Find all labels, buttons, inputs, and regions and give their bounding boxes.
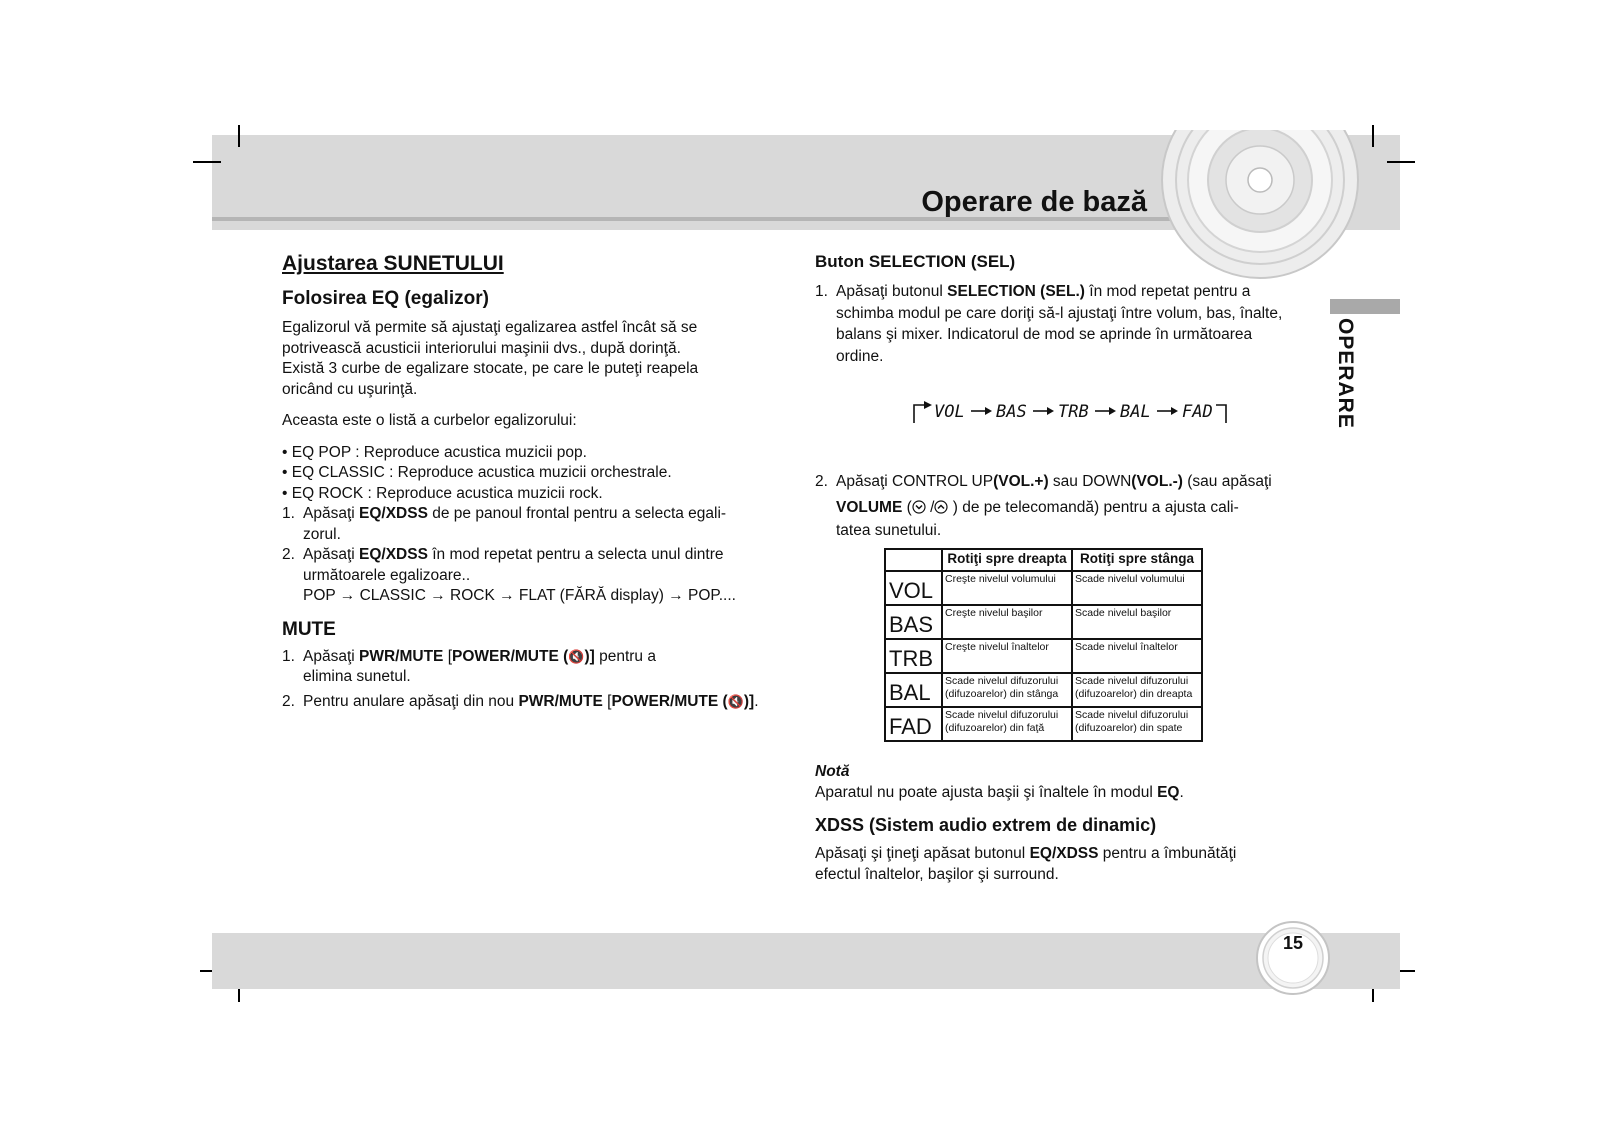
text-line: Există 3 curbe de egalizare stocate, pe care le puteţi reapela: [282, 360, 699, 377]
step-number: 2.: [282, 692, 295, 710]
mode-label: BAL: [1120, 402, 1151, 422]
sel-step-2: [815, 469, 1355, 541]
text-run: Apăsaţi şi ţineţi apăsat butonul: [815, 845, 1030, 862]
row-label: BAS: [885, 605, 942, 639]
button-name: EQ/XDSS: [359, 505, 428, 522]
step-number: 1.: [815, 283, 828, 300]
text-run: /: [925, 499, 935, 516]
text-run: ): [948, 499, 958, 516]
text-run: Aparatul nu poate ajusta başii şi înaltele în modul: [815, 783, 1158, 801]
text-line: ordine.: [836, 347, 884, 365]
side-tab: [1330, 299, 1400, 314]
table-cell: Creşte nivelul înaltelor: [942, 639, 1072, 673]
text-run: [: [602, 692, 612, 710]
mute-step-1: [282, 647, 802, 688]
text-run: Apăsaţi butonul: [836, 283, 948, 300]
mode-sequence-diagram: [910, 397, 1230, 425]
text-line: balans şi mixer. Indicatorul de mod se aprinde în următoarea: [836, 326, 1253, 343]
text-run: sau DOWN: [1048, 473, 1132, 490]
arrow-icon: [985, 407, 992, 415]
table-cell: Scade nivelul difuzorului (difuzoarelor) din dreapta: [1072, 673, 1202, 707]
crop-mark: [193, 161, 221, 163]
volume-down-icon: [912, 500, 926, 514]
text-run: de pe telecomandă) pentru a ajusta cali-: [957, 499, 1239, 516]
arrow-icon: [1047, 407, 1054, 415]
button-name: SELECTION (SEL.): [947, 283, 1085, 300]
row-label: BAL: [885, 673, 942, 707]
table-cell: Scade nivelul difuzorului (difuzoarelor) din faţă: [942, 707, 1072, 741]
button-name: PWR/MUTE: [359, 647, 444, 665]
button-name: EQ/XDSS: [1029, 845, 1099, 862]
eq-step-2: [282, 545, 802, 607]
button-name: (VOL.-): [1131, 473, 1183, 490]
table-header-row: [885, 549, 1202, 571]
text-run: (sau apăsaţi: [1182, 473, 1272, 490]
page-number-disc: [1250, 918, 1340, 998]
column-header: Rotiţi spre stânga: [1072, 549, 1202, 571]
mute-step-2: [282, 692, 802, 713]
row-label: FAD: [885, 707, 942, 741]
button-name: POWER/MUTE (: [611, 692, 728, 710]
button-name: )]: [584, 647, 595, 665]
text-run: pentru a îmbunătăţi: [1098, 845, 1237, 862]
text-run: .: [754, 692, 759, 710]
arrow-icon: [1171, 407, 1178, 415]
text-line: efectul înaltelor, başilor şi surround.: [815, 865, 1059, 883]
button-name: PWR/MUTE: [518, 692, 603, 710]
text-run: pentru a: [594, 647, 656, 665]
list-item: • EQ CLASSIC : Reproduce acustica muzicii orchestrale.: [282, 464, 672, 481]
crop-mark: [238, 125, 240, 147]
text-line: tatea sunetului.: [836, 522, 942, 539]
table-cell: Scade nivelul başilor: [1072, 605, 1202, 639]
page-number: 15: [1282, 933, 1304, 953]
mute-heading: MUTE: [282, 618, 336, 640]
sel-step-1: [815, 281, 1335, 367]
button-name: (VOL.+): [993, 473, 1049, 490]
arrow-icon: [1109, 407, 1116, 415]
mode-label: FAD: [1182, 402, 1213, 422]
table-cell: Scade nivelul înaltelor: [1072, 639, 1202, 673]
text-run: în mod repetat pentru a selecta unul dintre: [427, 546, 724, 563]
text-line: schimba modul pe care doriţi să-l ajustaţi între volum, bas, înalte,: [836, 304, 1283, 322]
table-row: [885, 707, 1202, 741]
eq-intro: [282, 318, 802, 400]
mode-label: VOL: [934, 402, 965, 422]
text-run: Pentru anulare apăsaţi din nou: [303, 692, 519, 710]
eq-list-intro: Aceasta este o listă a curbelor egalizorului:: [282, 412, 577, 429]
left-column: [282, 252, 802, 712]
text-line: Egalizorul vă permite să ajustaţi egalizarea astfel încât să se: [282, 319, 698, 336]
text-run: (: [906, 499, 912, 516]
text-line: următoarele egalizoare..: [303, 566, 471, 584]
volume-up-icon: [934, 500, 948, 514]
table-cell: Creşte nivelul volumului: [942, 571, 1072, 605]
text-run: de pe panoul frontal pentru a selecta egali-: [427, 505, 727, 522]
right-column: [815, 252, 1335, 367]
table-corner: [885, 549, 942, 571]
footer-band: [212, 933, 1400, 989]
mode-label: TRB: [1058, 402, 1089, 422]
text-run: Apăsaţi: [303, 647, 360, 665]
xdss-text: [815, 844, 1335, 885]
crop-mark: [1372, 125, 1374, 147]
table-row: [885, 639, 1202, 673]
step-number: 1.: [282, 647, 295, 665]
xdss-heading: XDSS (Sistem audio extrem de dinamic): [815, 815, 1157, 835]
mode-name: EQ: [1157, 783, 1180, 801]
side-section-label: OPERARE: [1334, 318, 1357, 429]
table-row: [885, 571, 1202, 605]
eq-step-1: [282, 504, 802, 545]
text-line: zorul.: [303, 525, 341, 543]
step-number: 2.: [815, 473, 828, 490]
eq-heading: Folosirea EQ (egalizor): [282, 288, 489, 309]
button-name: )]: [743, 692, 755, 710]
table-row: [885, 673, 1202, 707]
crop-mark: [1387, 161, 1415, 163]
mute-icon: 🔇: [727, 693, 744, 709]
button-name: POWER/MUTE (: [452, 647, 569, 665]
text-line: oricând cu uşurinţă.: [282, 380, 418, 398]
text-run: Apăsaţi: [303, 505, 360, 522]
sel-heading: Buton SELECTION (SEL): [815, 252, 1016, 271]
list-item: • EQ POP : Reproduce acustica muzicii pop.: [282, 443, 587, 461]
text-run: .: [1179, 783, 1184, 801]
eq-curve-list: [282, 443, 802, 505]
button-name: EQ/XDSS: [359, 546, 428, 563]
table-cell: Scade nivelul volumului: [1072, 571, 1202, 605]
table-row: [885, 605, 1202, 639]
section-title: Ajustarea SUNETULUI: [282, 252, 504, 275]
text-run: [: [443, 647, 453, 665]
note-text: [815, 783, 1335, 804]
text-line: potrivească acusticii interiorului maşinii dvs., după dorinţă.: [282, 339, 681, 357]
mode-label: BAS: [996, 402, 1027, 422]
table-cell: Creşte nivelul başilor: [942, 605, 1072, 639]
mute-icon: 🔇: [568, 648, 585, 664]
column-header: Rotiţi spre dreapta: [942, 549, 1072, 571]
row-label: VOL: [885, 571, 942, 605]
text-run: Apăsaţi CONTROL UP: [836, 473, 994, 490]
eq-cycle-sequence: POP → CLASSIC → ROCK → FLAT (FĂRĂ display) → POP....: [303, 587, 736, 604]
page-title: Operare de bază: [921, 186, 1147, 218]
note-title: Notă: [815, 763, 850, 780]
text-line: elimina sunetul.: [303, 668, 411, 685]
table-cell: Scade nivelul difuzorului (difuzoarelor) din spate: [1072, 707, 1202, 741]
text-line: [836, 495, 1355, 521]
text-run: în mod repetat pentru a: [1084, 283, 1251, 300]
sound-adjust-table: [884, 548, 1203, 742]
table-cell: Scade nivelul difuzorului (difuzoarelor) din stânga: [942, 673, 1072, 707]
button-name: VOLUME: [836, 499, 903, 516]
note-block: [815, 762, 1335, 803]
step-number: 1.: [282, 505, 295, 522]
xdss-block: [815, 815, 1335, 885]
step-number: 2.: [282, 546, 295, 563]
list-item: • EQ ROCK : Reproduce acustica muzicii rock.: [282, 484, 603, 502]
text-run: Apăsaţi: [303, 546, 360, 563]
row-label: TRB: [885, 639, 942, 673]
